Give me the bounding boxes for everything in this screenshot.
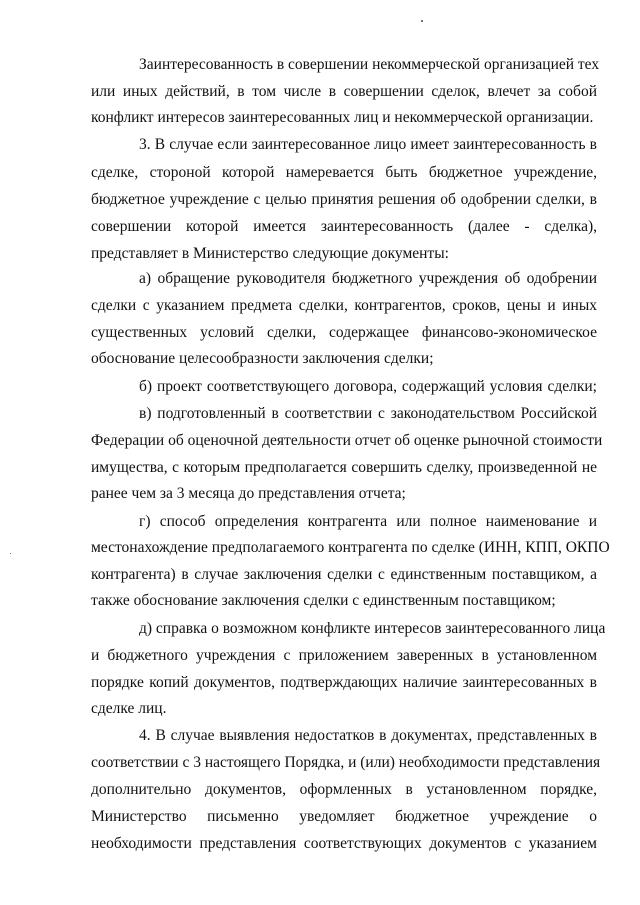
text-line: совершении которой имеется заинтересованность (далее - сделка), — [91, 218, 597, 235]
text-line: Федерации об оценочной деятельности отчет об оценке рыночной стоимости — [91, 432, 603, 449]
text-line: необходимости представления соответствующих документов с указанием — [91, 835, 597, 852]
text-line: а) обращение руководителя бюджетного учреждения об одобрении — [139, 270, 597, 287]
text-line: 3. В случае если заинтересованное лицо имеет заинтересованность в — [139, 136, 597, 153]
text-line: сделки с указанием предмета сделки, контрагентов, сроков, цены и иных — [91, 297, 597, 314]
text-line: также обоснование заключения сделки с единственным поставщиком; — [91, 592, 556, 609]
text-line: существенных условий сделки, содержащее финансово-экономическое — [91, 324, 597, 341]
text-line: представляет в Министерство следующие документы: — [91, 245, 449, 262]
text-line: бюджетное учреждение с целью принятия решения об одобрении сделки, в — [91, 191, 597, 208]
scan-mark — [421, 20, 423, 22]
text-line: г) способ определения контрагента или полное наименование и — [139, 513, 597, 530]
text-line: дополнительно документов, оформленных в установленном порядке, — [91, 781, 597, 798]
text-line: Заинтересованность в совершении некоммерческой организацией тех — [139, 56, 600, 73]
text-line: б) проект соответствующего договора, содержащий условия сделки; — [139, 378, 597, 395]
text-line: ранее чем за 3 месяца до представления отчета; — [91, 485, 406, 502]
text-line: Министерство письменно уведомляет бюджетное учреждение о — [91, 808, 597, 825]
text-line: имущества, с которым предполагается совершить сделку, произведенной не — [91, 459, 597, 476]
text-line: в) подготовленный в соответствии с законодательством Российской — [139, 405, 597, 422]
text-line: контрагента) в случае заключения сделки с единственным поставщиком, а — [91, 566, 597, 583]
text-line: конфликт интересов заинтересованных лиц и некоммерческой организации. — [91, 109, 594, 126]
text-line: или иных действий, в том числе в совершении сделок, влечет за собой — [91, 83, 597, 100]
text-line: сделке лиц. — [91, 700, 167, 717]
text-line: и бюджетного учреждения с приложением заверенных в установленном — [91, 647, 597, 664]
text-line: местонахождение предполагаемого контрагента по сделке (ИНН, КПП, ОКПО — [91, 539, 610, 556]
text-line: обоснование целесообразности заключения сделки; — [91, 350, 434, 367]
text-line: сделке, стороной которой намеревается быть бюджетное учреждение, — [91, 164, 597, 181]
text-line: д) справка о возможном конфликте интересов заинтересованного лица — [139, 620, 606, 637]
text-line: соответствии с 3 настоящего Порядка, и (или) необходимости представления — [91, 754, 601, 771]
text-line: 4. В случае выявления недостатков в документах, представленных в — [139, 727, 597, 744]
scan-dot — [10, 553, 11, 554]
text-line: порядке копий документов, подтверждающих наличие заинтересованных в — [91, 674, 597, 691]
